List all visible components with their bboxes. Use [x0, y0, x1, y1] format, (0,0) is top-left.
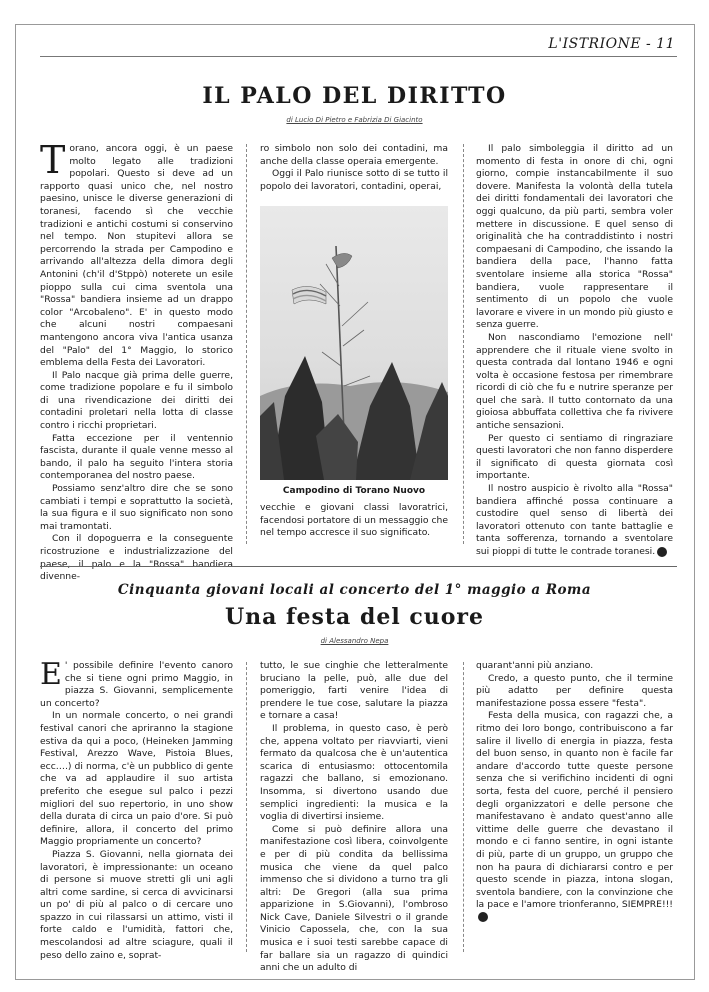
article1-title: IL PALO DEL DIRITTO: [202, 83, 507, 109]
article2-byline: di Alessandro Nepa: [320, 637, 389, 645]
paragraph: vecchie e giovani classi lavoratrici, facendosi portatore di un messaggio che nel tempo accresce il suo significato.: [260, 502, 448, 539]
running-head: L'ISTRIONE - 11: [548, 36, 675, 52]
paragraph: ro simbolo non solo dei contadini, ma anche della classe operaia emergente.: [260, 143, 448, 167]
paragraph: orano, ancora oggi, è un paese molto legato alle tradizioni popolari. Questo si deve ad un rapporto quasi unico che, nel nostro paesino, unisce le diverse generazioni di toranesi, facendo sì che vecchie tradizioni e antichi costumi si conservino nel tempo. Non stupitevi allora se percorrendo la strada per Campodino e arrivando all'altezza della dimora degli Antonini (ch'il d'Stppò) noterete un esile pioppo sulla cui cima sventola una "Rossa" bandiera insieme ad un drappo color "Arcobaleno". E' in questo modo che alcuni nostri compaesani mantengono ancora viva l'antica usanza del "Palo" del 1° Maggio, lo storico emblema della Festa dei Lavoratori.: [40, 143, 233, 369]
photo-caption: Campodino di Torano Nuovo: [282, 486, 426, 496]
paragraph: ' possibile definire l'evento canoro che si tiene ogni primo Maggio, in piazza S. Giovanni, semplicemente un concerto?: [40, 660, 233, 709]
paragraph: Il nostro auspicio è rivolto alla "Rossa" bandiera affinché possa continuare a custodire quel senso di libertà dei lavoratori ottenuto con tante battaglie e tanta sofferenza, tornando a sventolare sui pioppi di tutte le contrade toranesi.: [476, 483, 673, 557]
drop-cap: T: [40, 138, 66, 182]
column-divider: [463, 662, 464, 952]
end-of-article-icon: [657, 547, 667, 557]
column-divider: [246, 662, 247, 952]
article1-column-2-bottom: [260, 502, 448, 540]
paragraph: Non nascondiamo l'emozione nell' apprendere che il rituale viene svolto in questa contrada dal lontano 1946 e ogni volta è occasione festosa per rimembrare ricordi di ciò che fu e nutrire speranze per quel che sarà. Il tutto contornato da una gioiosa abbuffata collettiva che fa rivivere antiche sensazioni.: [476, 331, 673, 432]
drop-cap: E: [40, 657, 62, 692]
column-divider: [463, 144, 464, 544]
article2-column-3: [476, 660, 673, 924]
paragraph: quarant'anni più anziano.: [476, 660, 594, 671]
article1-byline: di Lucio Di Pietro e Fabrizia Di Giacinto: [286, 116, 423, 124]
header-rule: [40, 56, 677, 57]
paragraph: Festa della musica, con ragazzi che, a ritmo dei loro bongo, contribuiscono a far salire il livello di energia in piazza, festa del buon senso, in quanto non è facile far andare d'accordo tutte queste persone senza che si verifichino incidenti di ogni sorta, festa del cuore, perché il pensiero degli organizzatori e delle persone che manifestavano è andato quest'anno alle vittime delle guerre che devastano il mondo e ci fanno sentire, in ogni istante di più, parte di un gruppo, un gruppo che non ha paura di dichiararsi contro e per questo scende in piazza, intona slogan, sventola bandiere, con la convinzione che la pace e l'amore trionferanno, SIEMPRE!!!: [476, 710, 673, 911]
column-divider: [246, 144, 247, 544]
article1-column-3: [476, 143, 673, 559]
article2-title: Una festa del cuore: [224, 604, 485, 630]
paragraph: Per questo ci sentiamo di ringraziare questi lavoratori che non fanno disperdere il significato di questa giornata così importante.: [476, 432, 673, 482]
paragraph: Piazza S. Giovanni, nella giornata dei lavoratori, è impressionante: un oceano di persone si muove stretti gli uni agli altri come sardine, si cerca di avvicinarsi un po' di più al palco o di cercare uno spazzo in cui rilassarsi un attimo, visti il forte caldo e l'umidità, fattori che, mescolandosi ad altre sciagure, quali il peso dello zaino e, soprat-: [40, 848, 233, 961]
paragraph: Il palo simboleggia il diritto ad un momento di festa in onore di chi, ogni giorno, compie instancabilmente il suo dovere. Manifesta la volontà della tutela dei diritti fondamentali dei lavoratori che oggi qualcuno, da più parti, sembra voler mettere in discussione. E quel senso di originalità che ha contraddistinto i nostri compaesani di Campodino, che issando la bandiera della pace, l'hanno fatta sventolare insieme alla storica "Rossa" bandiera, vuole rappresentare il sentimento di un popolo che vuole lavorare e vivere in un mondo più giusto e senza guerre.: [476, 143, 673, 331]
paragraph: Possiamo senz'altro dire che se sono cambiati i tempi e soprattutto la società, la sua figura e il suo significato non sono mai tramontati.: [40, 483, 233, 532]
paragraph: Credo, a questo punto, che il termine più adatto per definire questa manifestazione possa essere "festa".: [476, 672, 673, 709]
paragraph: Fatta eccezione per il ventennio fascista, durante il quale venne messo al bando, il palo ha seguito l'intera storia contemporanea del nostro paese.: [40, 432, 233, 482]
paragraph: Oggi il Palo riunisce sotto di se tutto il popolo dei lavoratori, contadini, operai,: [260, 168, 448, 192]
article2-subtitle: Cinquanta giovani locali al concerto del 1° maggio a Roma: [117, 582, 592, 598]
paragraph: Come si può definire allora una manifestazione così libera, coinvolgente e per di più condita da bellissima musica che viene da quel palco immenso che si dividono a turno tra gli altri: De Gregori (alla sua prima apparizione in S.Giovanni), l'ombroso Nick Cave, Daniele Silvestri o il grande Vinicio Capossela, che, con la sua musica e i suoi testi sarebbe capace di far ballare sia un ragazzo di quindici anni che un adulto di: [260, 823, 448, 974]
article2-column-1: [40, 657, 233, 962]
section-divider: [40, 566, 677, 567]
paragraph: tutto, le sue cinghie che letteralmente bruciano la pelle, può, alle due del pomeriggio, farti venire l'idea di prendere le tue cose, salutare la piazza e tornare a casa!: [260, 660, 448, 722]
article2-column-2: [260, 660, 448, 975]
paragraph: Il problema, in questo caso, è però che, appena voltato per riavviarti, vieni fermato da qualcosa che è un'autentica scarica di entusiasmo: ottocentomila ragazzi che ballano, si emozionano. Insomma, si divertono usando due semplici ingredienti: la musica e la voglia di divertirsi insieme.: [260, 722, 448, 823]
tree-flag-photo: [260, 206, 448, 480]
article1-column-1: [40, 138, 233, 584]
photo-palo: [260, 206, 448, 480]
end-of-article-icon: [478, 912, 488, 922]
paragraph: Il Palo nacque già prima delle guerre, come tradizione popolare e fu il simbolo di una rivendicazione dei diritti dei contadini proletari nella lotta di classe contro i ricchi proprietari.: [40, 369, 233, 432]
paragraph: Con il dopoguerra e la conseguente ricostruzione e industrializzazione del paese, il palo e la "Rossa" bandiera divenne-: [40, 533, 233, 583]
paragraph: In un normale concerto, o nei grandi festival canori che apriranno la stagione estiva da qui a poco, (Heineken Jamming Festival, Arezzo Wave, Pistoia Blues, ecc….) di norma, c'è un pubblico di gente che va ad applaudire il suo artista preferito che esegue sul palco i pezzi migliori del suo repertorio, in uno show della durata di circa un paio d'ore. Si può definire, allora, il concerto del primo Maggio propriamente un concerto?: [40, 710, 233, 848]
article1-column-2-top: [260, 143, 448, 193]
